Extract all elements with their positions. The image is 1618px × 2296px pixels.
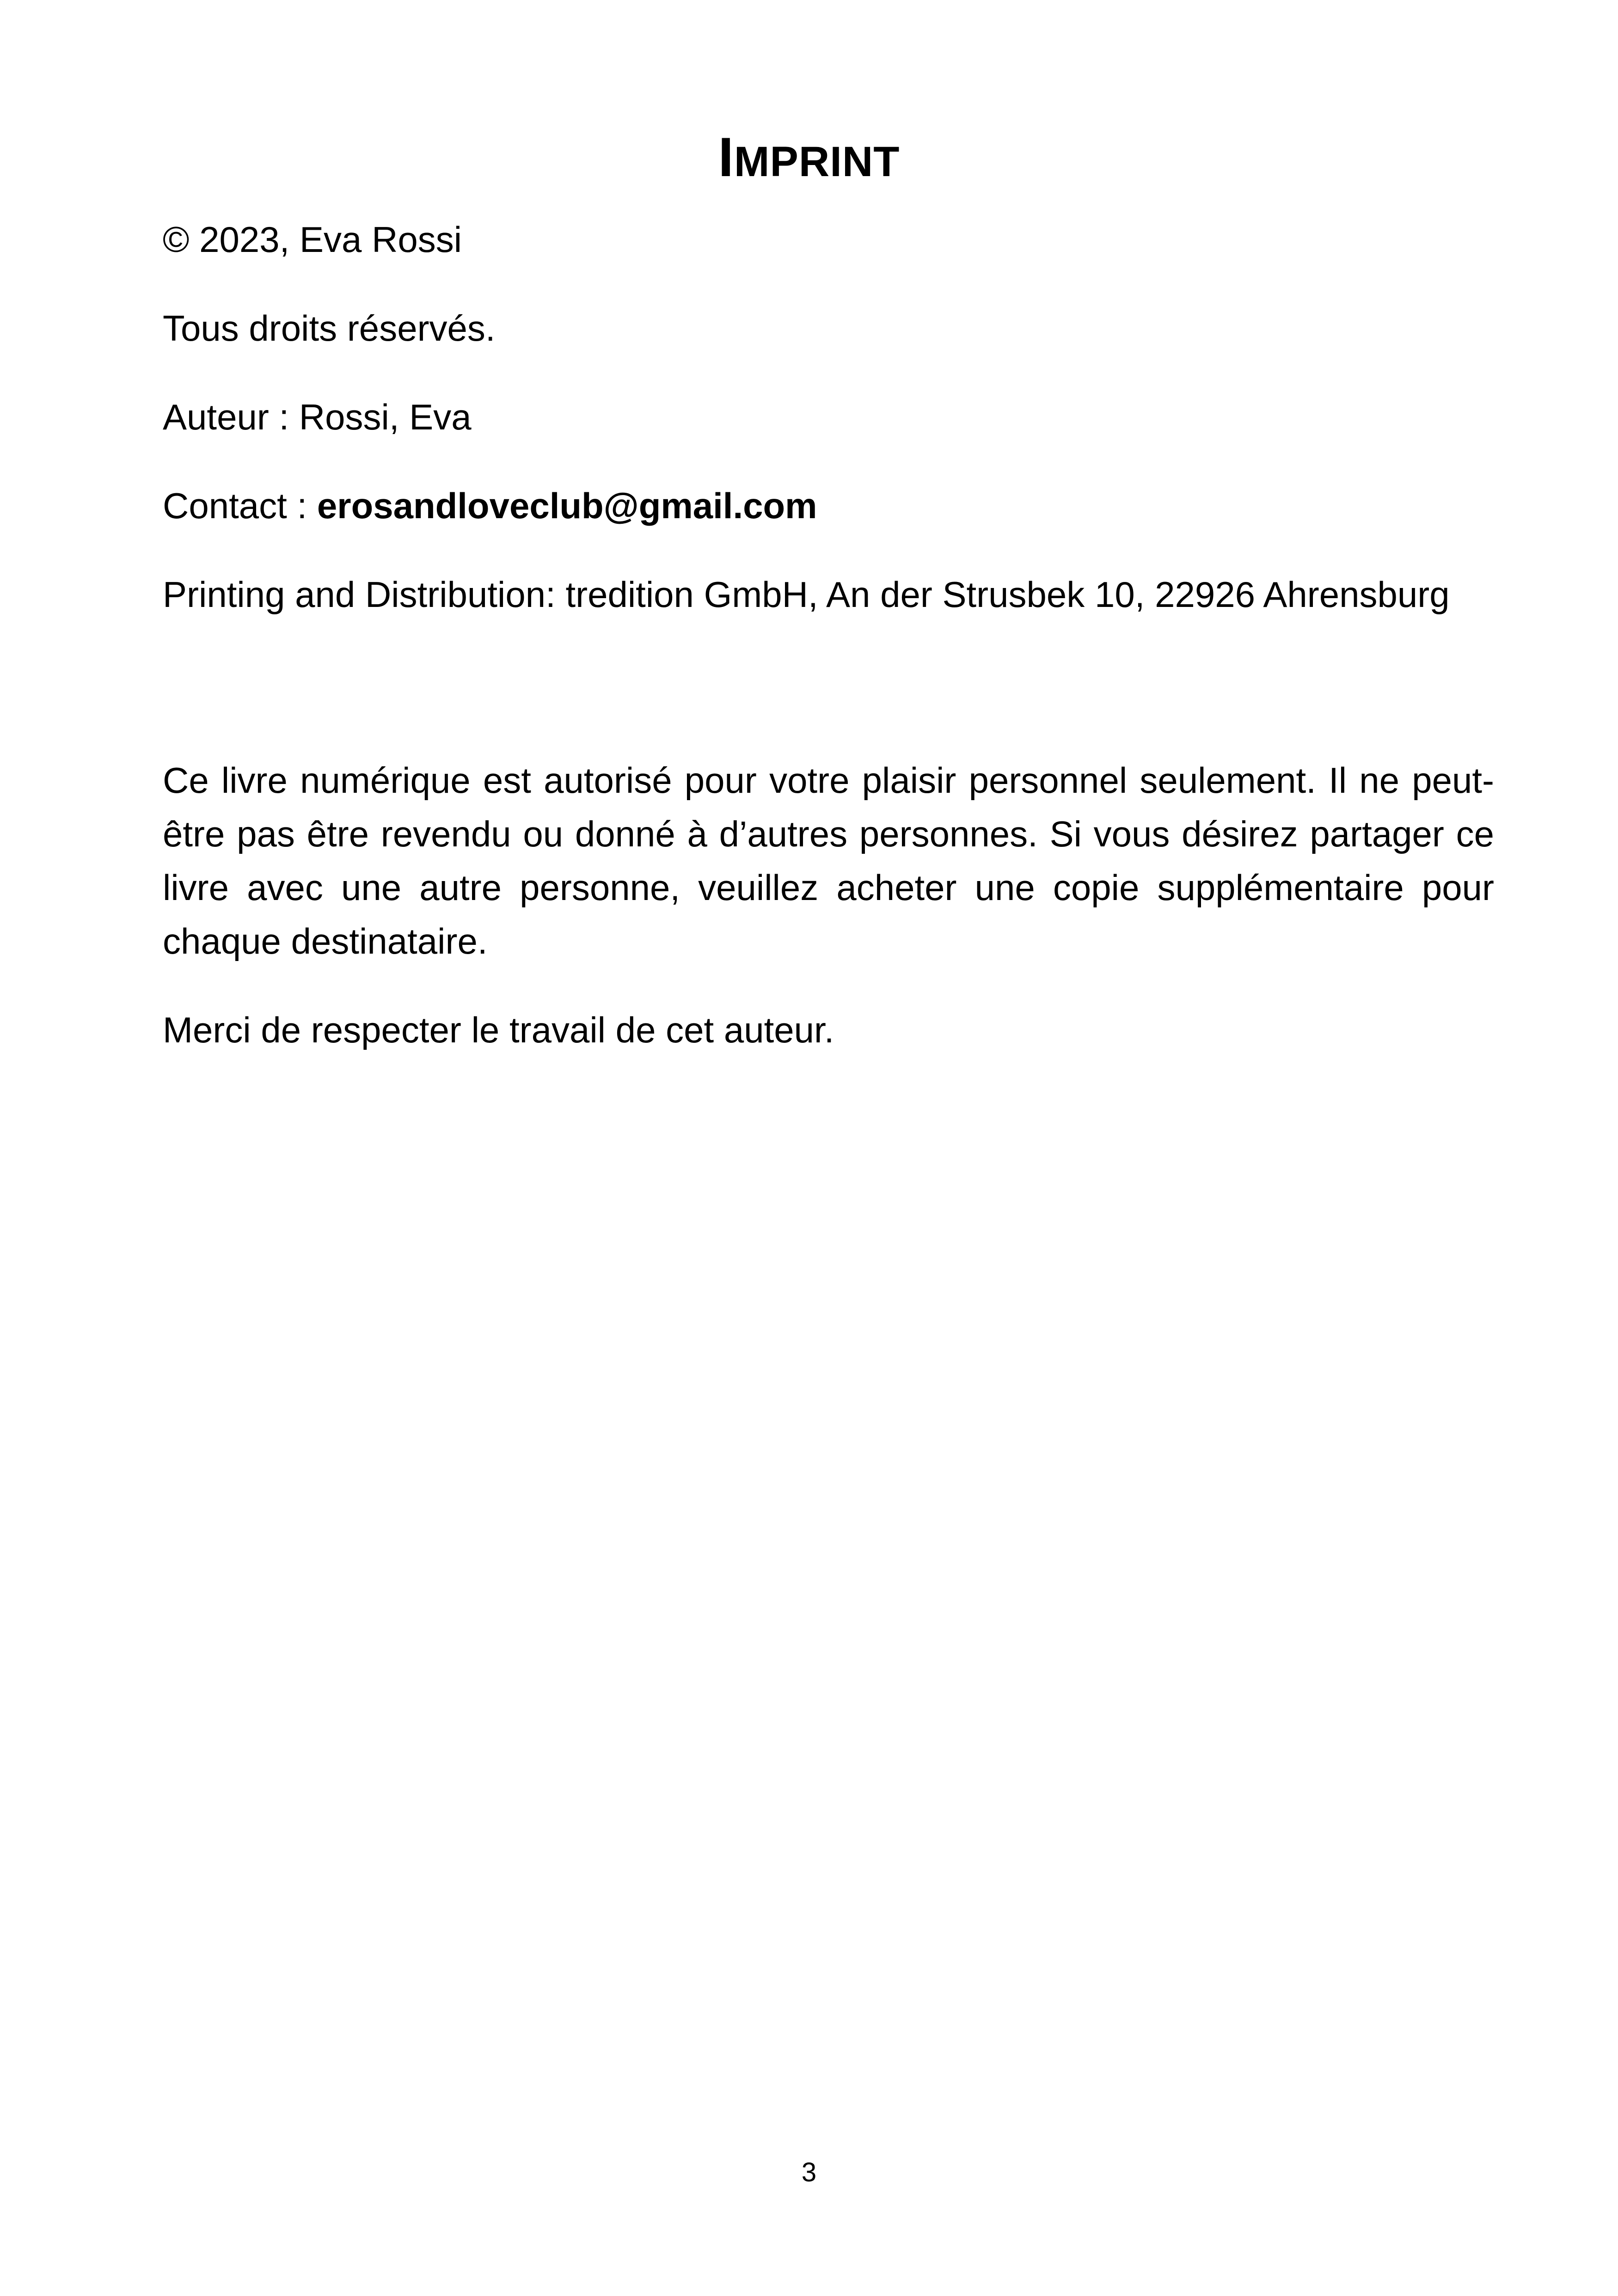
thanks-line: Merci de respecter le travail de cet auteur. bbox=[163, 1010, 834, 1050]
author-line: Auteur : Rossi, Eva bbox=[163, 397, 472, 437]
page-title bbox=[0, 125, 1618, 194]
page-number: 3 bbox=[801, 2157, 817, 2187]
contact-email: erosandloveclub@gmail.com bbox=[317, 485, 817, 526]
contact-line bbox=[163, 479, 1494, 533]
printing-distribution: Printing and Distribution: tredition GmbH, An der Strusbek 10, 22926 Ahrensburg bbox=[163, 574, 1450, 615]
rights-line: Tous droits réservés. bbox=[163, 308, 496, 349]
section-spacer bbox=[163, 656, 1494, 753]
copyright-line: © 2023, Eva Rossi bbox=[163, 219, 462, 260]
contact-label: Contact : bbox=[163, 485, 317, 526]
title-rest: MPRINT bbox=[734, 138, 900, 185]
license-notice: Ce livre numérique est autorisé pour votre plaisir personnel seulement. Il ne peut-être pas être revendu ou donné à d’autres personnes. Si vous désirez partager ce livre avec une autre personne, veuillez acheter une copie supplémentaire pour chaque destinataire. bbox=[163, 760, 1494, 961]
imprint-content bbox=[163, 213, 1494, 1092]
title-initial: I bbox=[718, 126, 734, 188]
